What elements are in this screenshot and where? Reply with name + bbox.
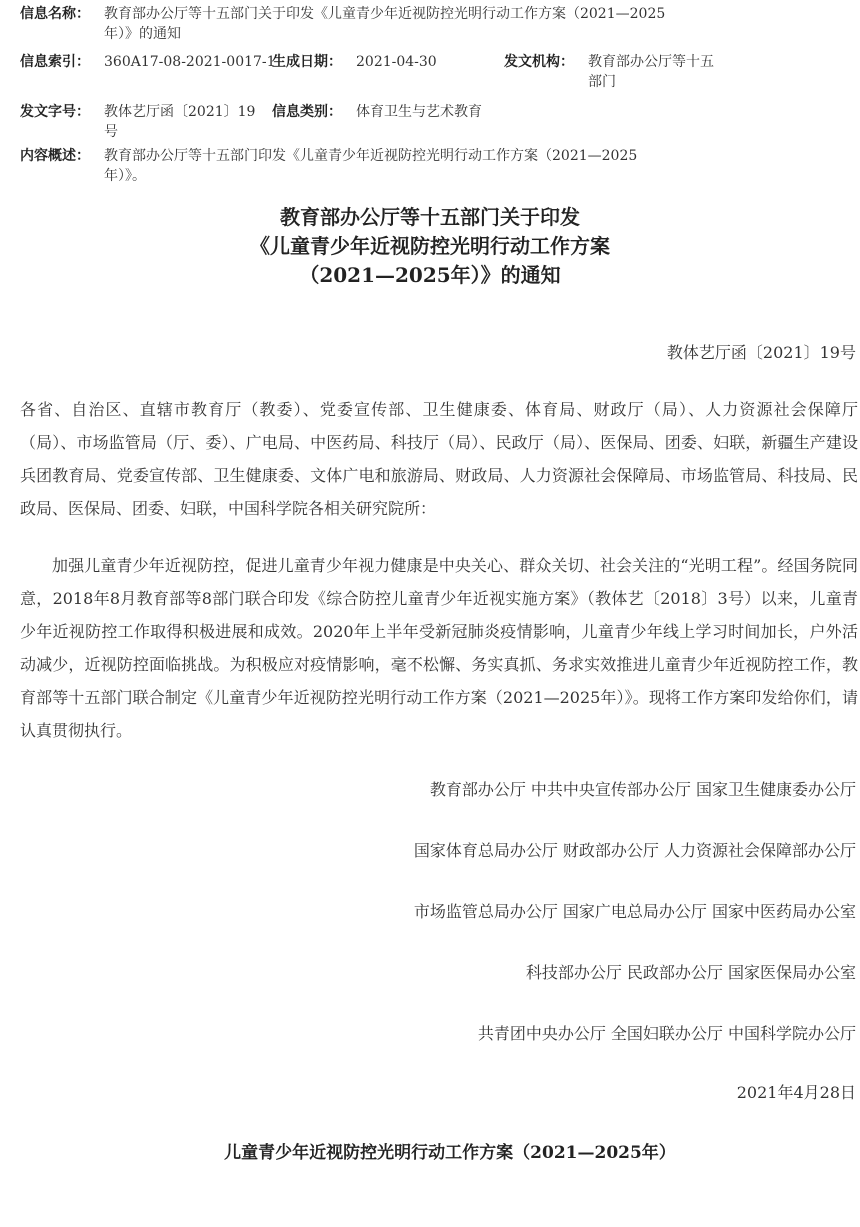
document-number: 教体艺厅函〔2021〕19号 [666,343,856,362]
info-category-label: 信息类别： [272,104,342,120]
info-index-value: 360A17-08-2021-0017-1 [104,54,276,70]
info-summary-line2: 年）》。 [104,168,146,184]
signatory-line-4: 科技部办公厅 民政部办公厅 国家医保局办公室 [525,963,856,982]
document-title [0,203,860,290]
info-name-line1: 教育部办公厅等十五部门关于印发《儿童青少年近视防控光明行动工作方案（2021—2025 [104,6,666,22]
signatory-line-2: 国家体育总局办公厅 财政部办公厅 人力资源社会保障部办公厅 [413,841,856,860]
info-summary-line1: 教育部办公厅等十五部门印发《儿童青少年近视防控光明行动工作方案（2021—2025 [104,148,638,164]
addressees-paragraph: 各省、自治区、直辖市教育厅（教委）、党委宣传部、卫生健康委、体育局、财政厅（局）、人力资源社会保障厅（局）、市场监管局（厅、委）、广电局、中医药局、科技厅（局）、民政厅（局）、医保局、团委、妇联，新疆生产建设兵团教育局、党委宣传部、卫生健康委、文体广电和旅游局、财政局、人力资源社会保障局、市场监管局、科技局、民政局、医保局、团委、妇联，中国科学院各相关研究院所： [20,400,858,518]
info-issuer-line1: 教育部办公厅等十五 [588,54,714,70]
info-name-row [20,4,750,44]
info-index-row [20,52,750,102]
info-issuer-label: 发文机构： [504,54,574,70]
title-line-1: 教育部办公厅等十五部门关于印发 [280,205,580,229]
title-line-3: （2021—2025年）》的通知 [299,263,561,287]
info-issuer-value [588,52,748,92]
info-name-value [104,4,754,44]
info-name-line2: 年）》的通知 [104,26,181,42]
info-category-value: 体育卫生与艺术教育 [356,104,482,120]
info-metadata-table [20,4,750,186]
info-name-label: 信息名称： [20,6,90,22]
info-date-label: 生成日期： [272,54,342,70]
signatory-line-3: 市场监管总局办公厅 国家广电总局办公厅 国家中医药局办公室 [413,902,856,921]
signatory-line-1: 教育部办公厅 中共中央宣传部办公厅 国家卫生健康委办公厅 [429,780,856,799]
info-index-label: 信息索引： [20,54,90,70]
info-docno-line1: 教体艺厅函〔2021〕19 [104,104,256,120]
info-summary-row [20,146,750,186]
info-summary-value [104,146,754,186]
info-date-value: 2021-04-30 [356,54,437,70]
title-line-2: 《儿童青少年近视防控光明行动工作方案 [250,234,610,258]
info-docno-label: 发文字号： [20,104,90,120]
signatory-line-5: 共青团中央办公厅 全国妇联办公厅 中国科学院办公厅 [477,1024,856,1043]
info-summary-label: 内容概述： [20,148,90,164]
info-issuer-line2: 部门 [588,74,616,90]
info-docno-value [104,102,274,142]
body-paragraph: 加强儿童青少年近视防控，促进儿童青少年视力健康是中央关心、群众关切、社会关注的“光明工程”。经国务院同意，2018年8月教育部等8部门联合印发《综合防控儿童青少年近视实施方案》（教体艺〔2018〕3号）以来，儿童青少年近视防控工作取得积极进展和成效。2020年上半年受新冠肺炎疫情影响，儿童青少年线上学习时间加长，户外活动减少，近视防控面临挑战。为积极应对疫情影响，毫不松懈、务实真抓、务求实效推进儿童青少年近视防控工作，教育部等十五部门联合制定《儿童青少年近视防控光明行动工作方案（2021—2025年）》。现将工作方案印发给你们，请认真贯彻执行。 [20,556,858,740]
sign-date: 2021年4月28日 [736,1083,856,1102]
info-docno-line2: 号 [104,124,118,140]
attachment-title: 儿童青少年近视防控光明行动工作方案（2021—2025年） [224,1143,676,1163]
info-docno-row [20,102,750,146]
